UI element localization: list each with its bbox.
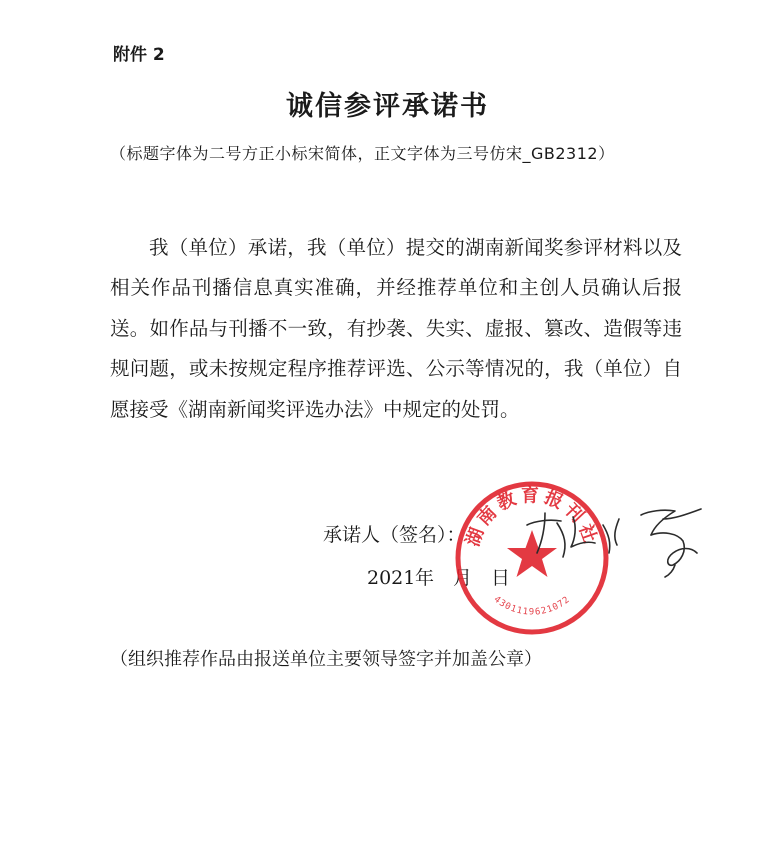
seal-code: 4301119621072 — [491, 594, 573, 618]
date-day-unit: 日 — [491, 567, 511, 589]
date-month-unit: 月 — [453, 567, 473, 589]
attachment-label: 附件 2 — [113, 45, 165, 65]
seal-text: 湖南教育报刊社 — [462, 485, 602, 550]
signer-label: 承诺人（签名）： — [323, 524, 466, 546]
commitment-body: 我（单位）承诺，我（单位）提交的湖南新闻奖参评材料以及相关作品刊播信息真实准确，并经推荐单位和主创人员确认后报送。如作品与刊播不一致，有抄袭、失实、虚报、篡改、造假等违规问题，或未按规定程序推荐评选、公示等情况的，我（单位）自愿接受《湖南新闻奖评选办法》中规定的处罚。 — [110, 236, 682, 421]
svg-text:4301119621072 — [492, 595, 573, 618]
document-title: 诚信参评承诺书 — [286, 91, 489, 122]
format-note: （标题字体为二号方正小标宋简体，正文字体为三号仿宋_GB2312） — [110, 144, 615, 163]
date-year-unit: 年 — [415, 567, 435, 589]
footer-note: （组织推荐作品由报送单位主要领导签字并加盖公章） — [110, 649, 542, 670]
handwritten-signature — [515, 495, 715, 585]
date-year: 2021 — [367, 567, 416, 589]
